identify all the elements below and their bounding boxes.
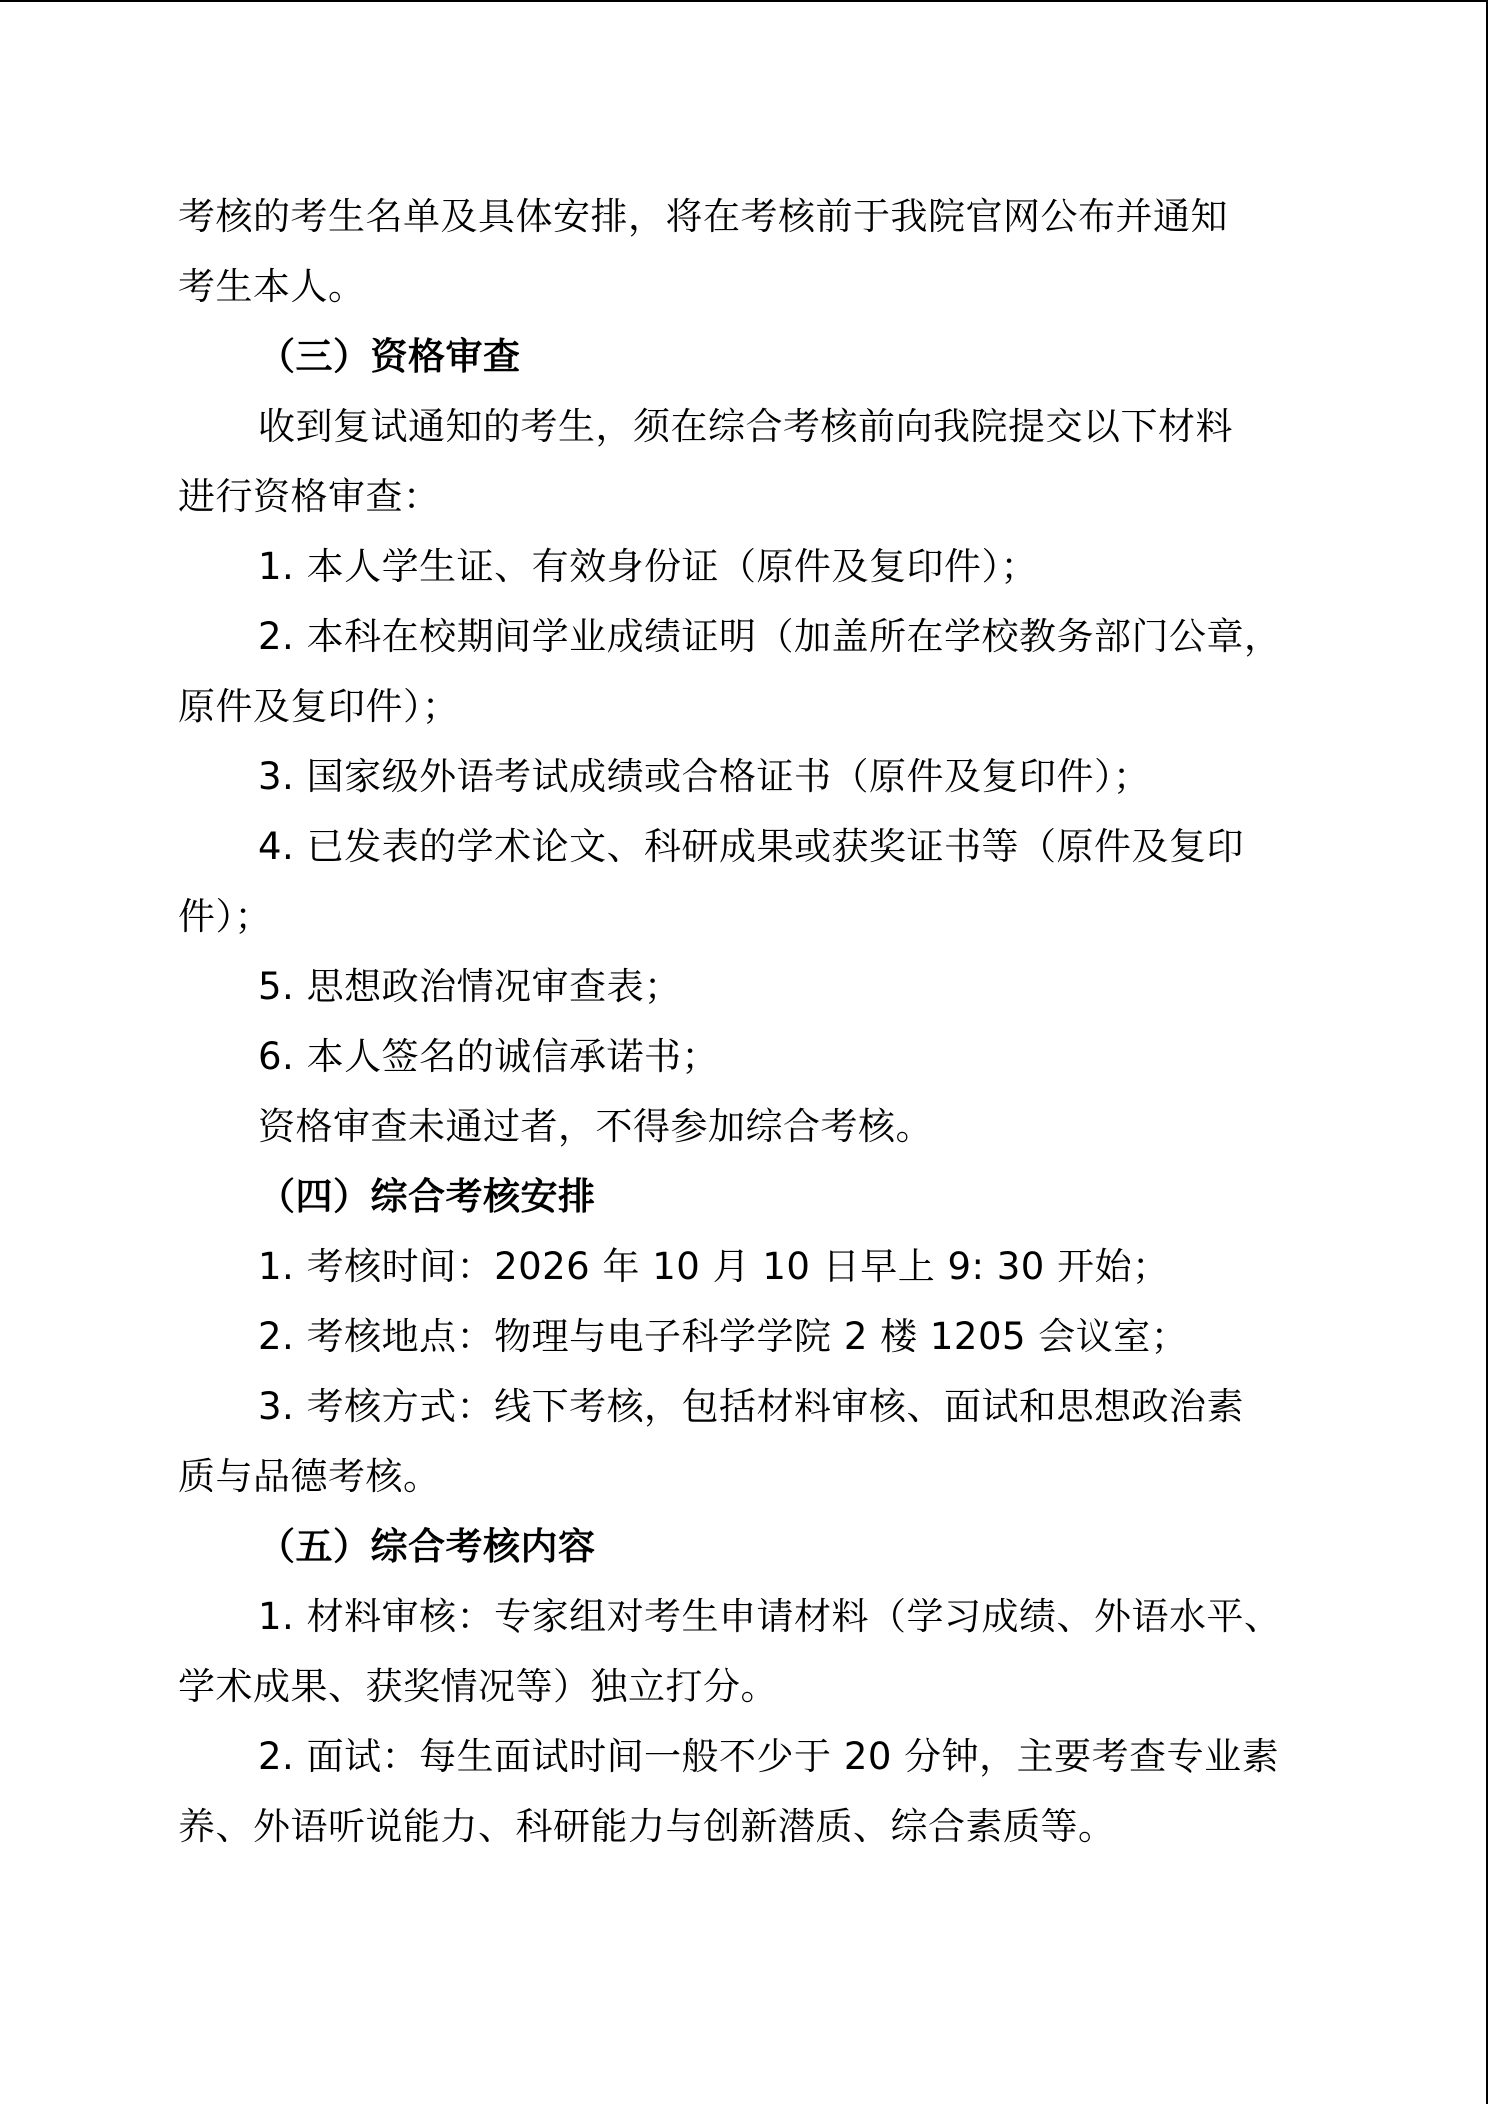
- list-item: 3. 国家级外语考试成绩或合格证书（原件及复印件）；: [258, 755, 1151, 798]
- body-line: 收到复试通知的考生，须在综合考核前向我院提交以下材料: [258, 405, 1233, 448]
- list-item-continuation: 学术成果、获奖情况等）独立打分。: [178, 1665, 778, 1708]
- list-item: 1. 材料审核：专家组对考生申请材料（学习成绩、外语水平、: [258, 1595, 1282, 1638]
- list-item-continuation: 原件及复印件）；: [178, 685, 460, 728]
- list-item-continuation: 养、外语听说能力、科研能力与创新潜质、综合素质等。: [178, 1805, 1116, 1848]
- section-heading-5: （五）综合考核内容: [258, 1525, 596, 1568]
- section-heading-3: （三）资格审查: [258, 335, 521, 378]
- body-line: 进行资格审查：: [178, 475, 441, 518]
- list-item: 1. 考核时间：2026 年 10 月 10 日早上 9: 30 开始；: [258, 1245, 1170, 1288]
- list-item: 2. 考核地点：物理与电子科学学院 2 楼 1205 会议室；: [258, 1315, 1189, 1358]
- list-item: 3. 考核方式：线下考核，包括材料审核、面试和思想政治素: [258, 1385, 1245, 1428]
- body-line: 资格审查未通过者，不得参加综合考核。: [258, 1105, 933, 1148]
- list-item-continuation: 质与品德考核。: [178, 1455, 441, 1498]
- list-item-continuation: 件）；: [178, 895, 272, 938]
- body-line: 考生本人。: [178, 265, 366, 308]
- list-item: 1. 本人学生证、有效身份证（原件及复印件）；: [258, 545, 1039, 588]
- list-item: 2. 面试：每生面试时间一般不少于 20 分钟，主要考查专业素: [258, 1735, 1280, 1778]
- list-item: 6. 本人签名的诚信承诺书；: [258, 1035, 720, 1078]
- list-item: 2. 本科在校期间学业成绩证明（加盖所在学校教务部门公章，: [258, 615, 1282, 658]
- body-line: 考核的考生名单及具体安排，将在考核前于我院官网公布并通知: [178, 195, 1228, 238]
- section-heading-4: （四）综合考核安排: [258, 1175, 596, 1218]
- list-item: 4. 已发表的学术论文、科研成果或获奖证书等（原件及复印: [258, 825, 1245, 868]
- document-body: [178, 182, 1318, 1862]
- list-item: 5. 思想政治情况审查表；: [258, 965, 682, 1008]
